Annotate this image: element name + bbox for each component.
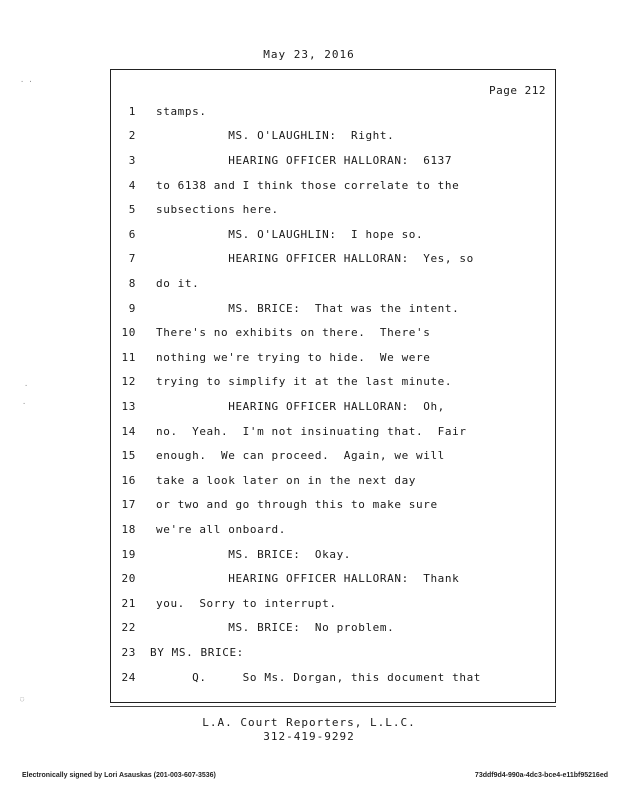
- page-date: May 23, 2016: [263, 48, 355, 61]
- line-text: MS. O'LAUGHLIN: Right.: [156, 129, 395, 142]
- line-text: There's no exhibits on there. There's: [156, 326, 431, 339]
- line-number: 18: [121, 523, 136, 536]
- line-text: stamps.: [156, 105, 207, 118]
- scan-artifact: ·: [24, 382, 29, 390]
- transcript-line: [110, 621, 556, 641]
- line-number: 11: [121, 351, 136, 364]
- transcript-line: [110, 277, 556, 297]
- transcript-line: [110, 646, 556, 666]
- line-number: 17: [121, 498, 136, 511]
- transcript-line: [110, 203, 556, 223]
- line-text: HEARING OFFICER HALLORAN: Yes, so: [156, 252, 474, 265]
- line-text: nothing we're trying to hide. We were: [156, 351, 431, 364]
- line-number: 3: [128, 154, 136, 167]
- transcript-line: [110, 351, 556, 371]
- line-number: 5: [128, 203, 136, 216]
- transcript-line: [110, 252, 556, 272]
- line-text: do it.: [156, 277, 200, 290]
- line-number: 16: [121, 474, 136, 487]
- line-number: 4: [128, 179, 136, 192]
- document-hash: 73ddf9d4-990a-4dc3-bce4-e11bf95216ed: [474, 772, 608, 779]
- line-number: 1: [128, 105, 136, 118]
- transcript-line: [110, 474, 556, 494]
- scan-artifact: ·: [22, 400, 27, 408]
- line-number: 20: [121, 572, 136, 585]
- footer-phone: 312-419-9292: [263, 730, 355, 743]
- line-text: HEARING OFFICER HALLORAN: 6137: [156, 154, 453, 167]
- line-text: MS. BRICE: That was the intent.: [156, 302, 460, 315]
- transcript-line: [110, 449, 556, 469]
- scan-artifact: ◌: [20, 695, 25, 703]
- transcript-line: [110, 671, 556, 691]
- transcript-line: [110, 597, 556, 617]
- line-number: 10: [121, 326, 136, 339]
- line-text: HEARING OFFICER HALLORAN: Oh,: [156, 400, 445, 413]
- line-number: 24: [121, 671, 136, 684]
- transcript-line: [110, 302, 556, 322]
- transcript-line: [110, 105, 556, 125]
- transcript-line: [110, 572, 556, 592]
- line-text: BY MS. BRICE:: [150, 646, 244, 659]
- line-text: Q. So Ms. Dorgan, this document that: [156, 671, 482, 684]
- line-text: subsections here.: [156, 203, 279, 216]
- line-text: HEARING OFFICER HALLORAN: Thank: [156, 572, 460, 585]
- line-number: 6: [128, 228, 136, 241]
- frame-double-rule: [110, 706, 556, 707]
- line-text: you. Sorry to interrupt.: [156, 597, 337, 610]
- line-text: MS. BRICE: Okay.: [156, 548, 352, 561]
- transcript-line: [110, 326, 556, 346]
- transcript-line: [110, 548, 556, 568]
- line-number: 12: [121, 375, 136, 388]
- line-text: trying to simplify it at the last minute.: [156, 375, 453, 388]
- line-text: enough. We can proceed. Again, we will: [156, 449, 445, 462]
- transcript-line: [110, 129, 556, 149]
- transcript-line: [110, 228, 556, 248]
- transcript-line: [110, 375, 556, 395]
- line-text: no. Yeah. I'm not insinuating that. Fair: [156, 425, 467, 438]
- transcript-line: [110, 498, 556, 518]
- line-text: we're all onboard.: [156, 523, 287, 536]
- line-number: 19: [121, 548, 136, 561]
- page-number: Page 212: [489, 84, 546, 97]
- transcript-line: [110, 154, 556, 174]
- line-text: MS. BRICE: No problem.: [156, 621, 395, 634]
- line-number: 2: [128, 129, 136, 142]
- line-number: 13: [121, 400, 136, 413]
- line-text: or two and go through this to make sure: [156, 498, 438, 511]
- footer-company: L.A. Court Reporters, L.L.C.: [202, 716, 416, 729]
- line-number: 22: [121, 621, 136, 634]
- line-text: to 6138 and I think those correlate to the: [156, 179, 460, 192]
- transcript-line: [110, 400, 556, 420]
- transcript-line: [110, 523, 556, 543]
- line-number: 15: [121, 449, 136, 462]
- line-text: take a look later on in the next day: [156, 474, 417, 487]
- electronic-signature: Electronically signed by Lori Asauskas (201-003-607-3536): [22, 772, 216, 779]
- line-number: 7: [128, 252, 136, 265]
- line-number: 9: [128, 302, 136, 315]
- line-text: MS. O'LAUGHLIN: I hope so.: [156, 228, 424, 241]
- line-number: 21: [121, 597, 136, 610]
- transcript-line: [110, 425, 556, 445]
- scan-artifact: · ·: [20, 78, 33, 86]
- line-number: 23: [121, 646, 136, 659]
- transcript-line: [110, 179, 556, 199]
- line-number: 8: [128, 277, 136, 290]
- line-number: 14: [121, 425, 136, 438]
